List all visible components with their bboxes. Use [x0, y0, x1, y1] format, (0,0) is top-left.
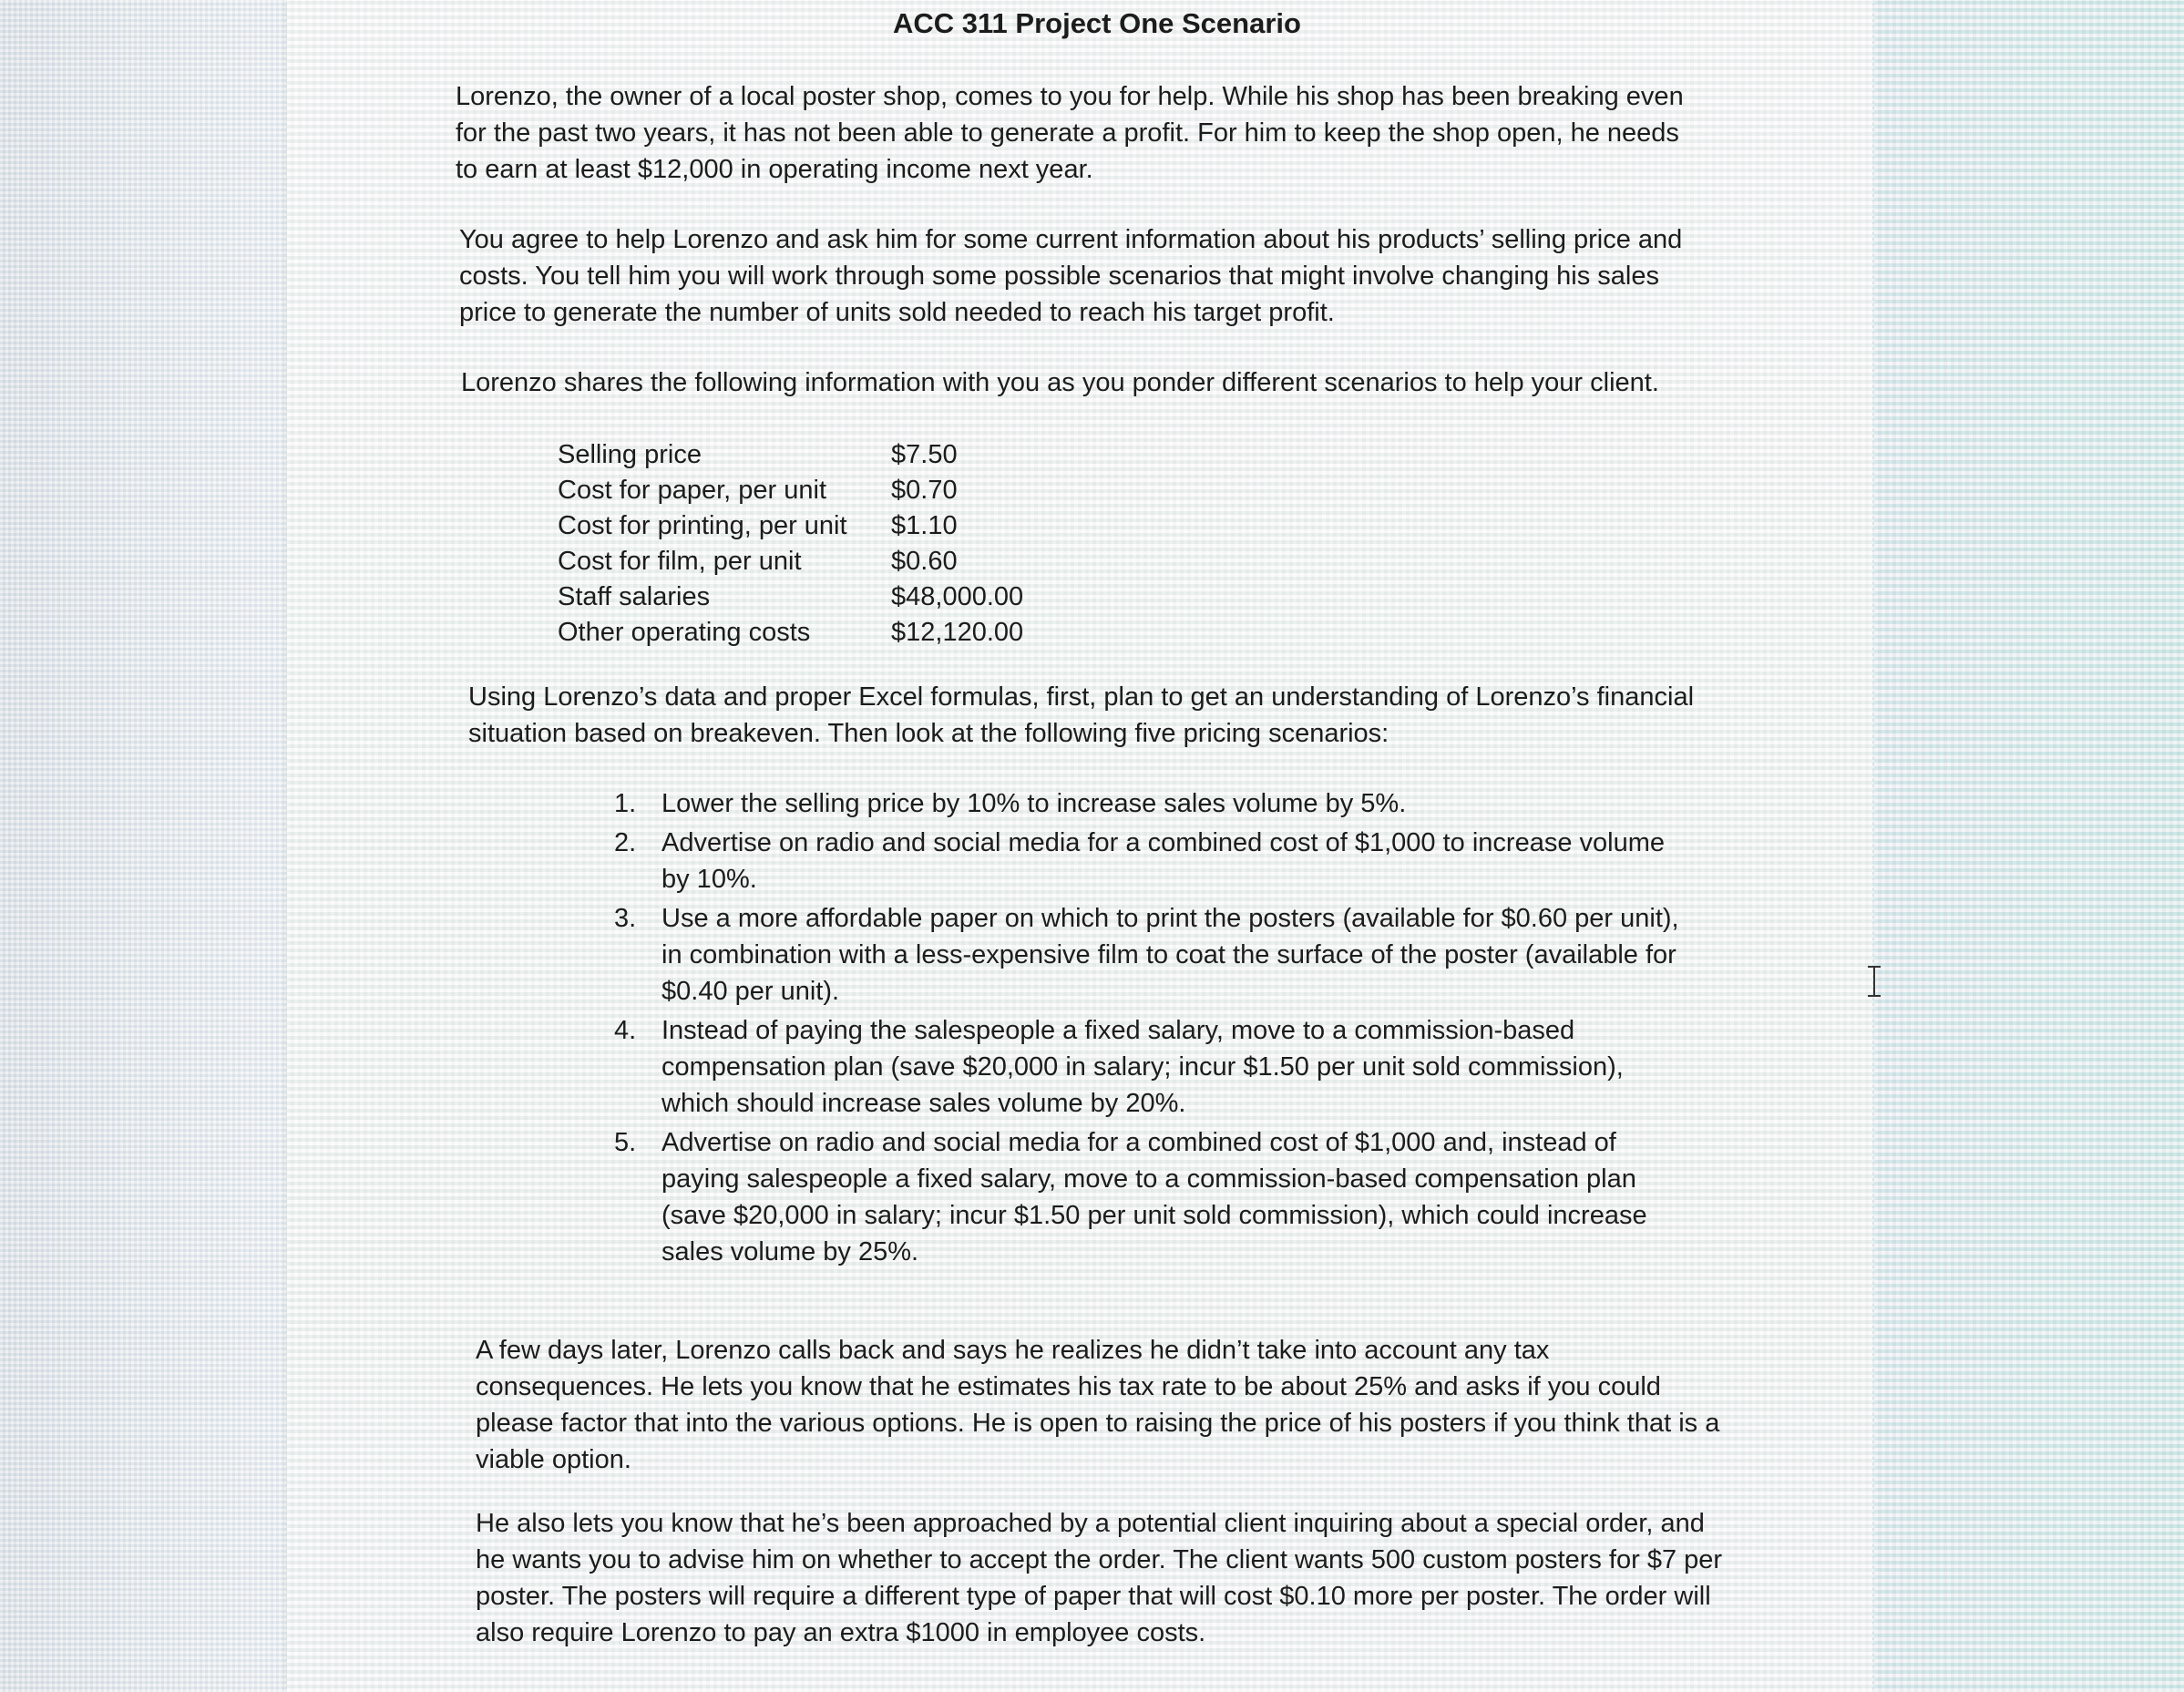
list-text: Advertise on radio and social media for a combined cost of $1,000 to increase volume by 10%.: [661, 828, 1666, 894]
row-value: $1.10: [891, 511, 958, 540]
list-item: [614, 1124, 1698, 1270]
row-value: $0.60: [891, 547, 958, 576]
row-value: $0.70: [891, 476, 958, 505]
list-number: 2.: [614, 828, 637, 857]
cost-data-table: [558, 437, 1023, 651]
list-number: 1.: [614, 789, 637, 818]
list-number: 3.: [614, 904, 637, 933]
list-text: Use a more affordable paper on which to print the posters (available for $0.60 per unit), in combination with a less-expensive film to coat the surface of the poster (available for $0.40 per unit).: [661, 904, 1679, 1006]
row-label: Cost for film, per unit: [558, 547, 802, 576]
row-label: Other operating costs: [558, 618, 811, 647]
table-row: [558, 437, 1023, 473]
list-item: [614, 900, 1698, 1010]
table-row: [558, 615, 1023, 651]
document-title: ACC 311 Project One Scenario: [893, 7, 1301, 39]
screen-background-right: [1874, 0, 2184, 1692]
row-label: Cost for paper, per unit: [558, 476, 826, 505]
row-label: Cost for printing, per unit: [558, 511, 847, 540]
document-page: [287, 0, 1872, 1692]
paragraph-special-order: He also lets you know that he’s been approached by a potential client inquiring about a special order, and he wants you to advise him on whether to accept the order. The client wants 500 custom posters for $7 per poster. The posters will require a different type of paper that will cost $0.10 more per poster. The order will also require Lorenzo to pay an extra $1000 in employee costs.: [476, 1509, 1723, 1647]
list-item: [614, 825, 1698, 897]
row-label: Staff salaries: [558, 582, 711, 611]
paragraph-agree: You agree to help Lorenzo and ask him for some current information about his products’ selling price and costs. You tell him you will work through some possible scenarios that might involve changing his sales price to generate the number of units sold needed to reach his target profit.: [459, 225, 1683, 327]
list-text: Lower the selling price by 10% to increase sales volume by 5%.: [661, 789, 1407, 818]
list-text: Advertise on radio and social media for a combined cost of $1,000 and, instead of paying salespeople a fixed salary, move to a commission-based compensation plan (save $20,000 in salary; incur $1.50 per unit sold commission), which could increase sales volume by 25%.: [661, 1128, 1647, 1266]
row-value: $12,120.00: [891, 618, 1024, 647]
table-row: [558, 544, 1023, 579]
list-item: [614, 1012, 1698, 1122]
list-text: Instead of paying the salespeople a fixed salary, move to a commission-based compensation plan (save $20,000 in salary; incur $1.50 per unit sold commission), which should increase sales volume by 20%.: [661, 1016, 1624, 1118]
list-item: [614, 785, 1698, 822]
scenario-list: [614, 785, 1698, 1273]
list-number: 4.: [614, 1016, 637, 1045]
paragraph-tax: A few days later, Lorenzo calls back and says he realizes he didn’t take into account any tax consequences. He lets you know that he estimates his tax rate to be about 25% and asks if you could please factor that into the various options. He is open to raising the price of his posters if you think that is a viable option.: [476, 1336, 1720, 1474]
table-row: [558, 508, 1023, 544]
paragraph-intro: Lorenzo, the owner of a local poster shop, comes to you for help. While his shop has been breaking even for the past two years, it has not been able to generate a profit. For him to keep the shop open, he needs to earn at least $12,000 in operating income next year.: [456, 82, 1684, 184]
table-row: [558, 473, 1023, 508]
text-cursor-icon: [1868, 966, 1881, 997]
row-value: $7.50: [891, 440, 958, 469]
table-row: [558, 579, 1023, 615]
list-number: 5.: [614, 1128, 637, 1157]
paragraph-using: Using Lorenzo’s data and proper Excel formulas, first, plan to get an understanding of Lorenzo’s financial situation based on breakeven. Then look at the following five pricing scenarios:: [468, 682, 1695, 748]
paragraph-shares: Lorenzo shares the following information with you as you ponder different scenarios to help your client.: [461, 368, 1659, 397]
row-label: Selling price: [558, 440, 702, 469]
row-value: $48,000.00: [891, 582, 1024, 611]
